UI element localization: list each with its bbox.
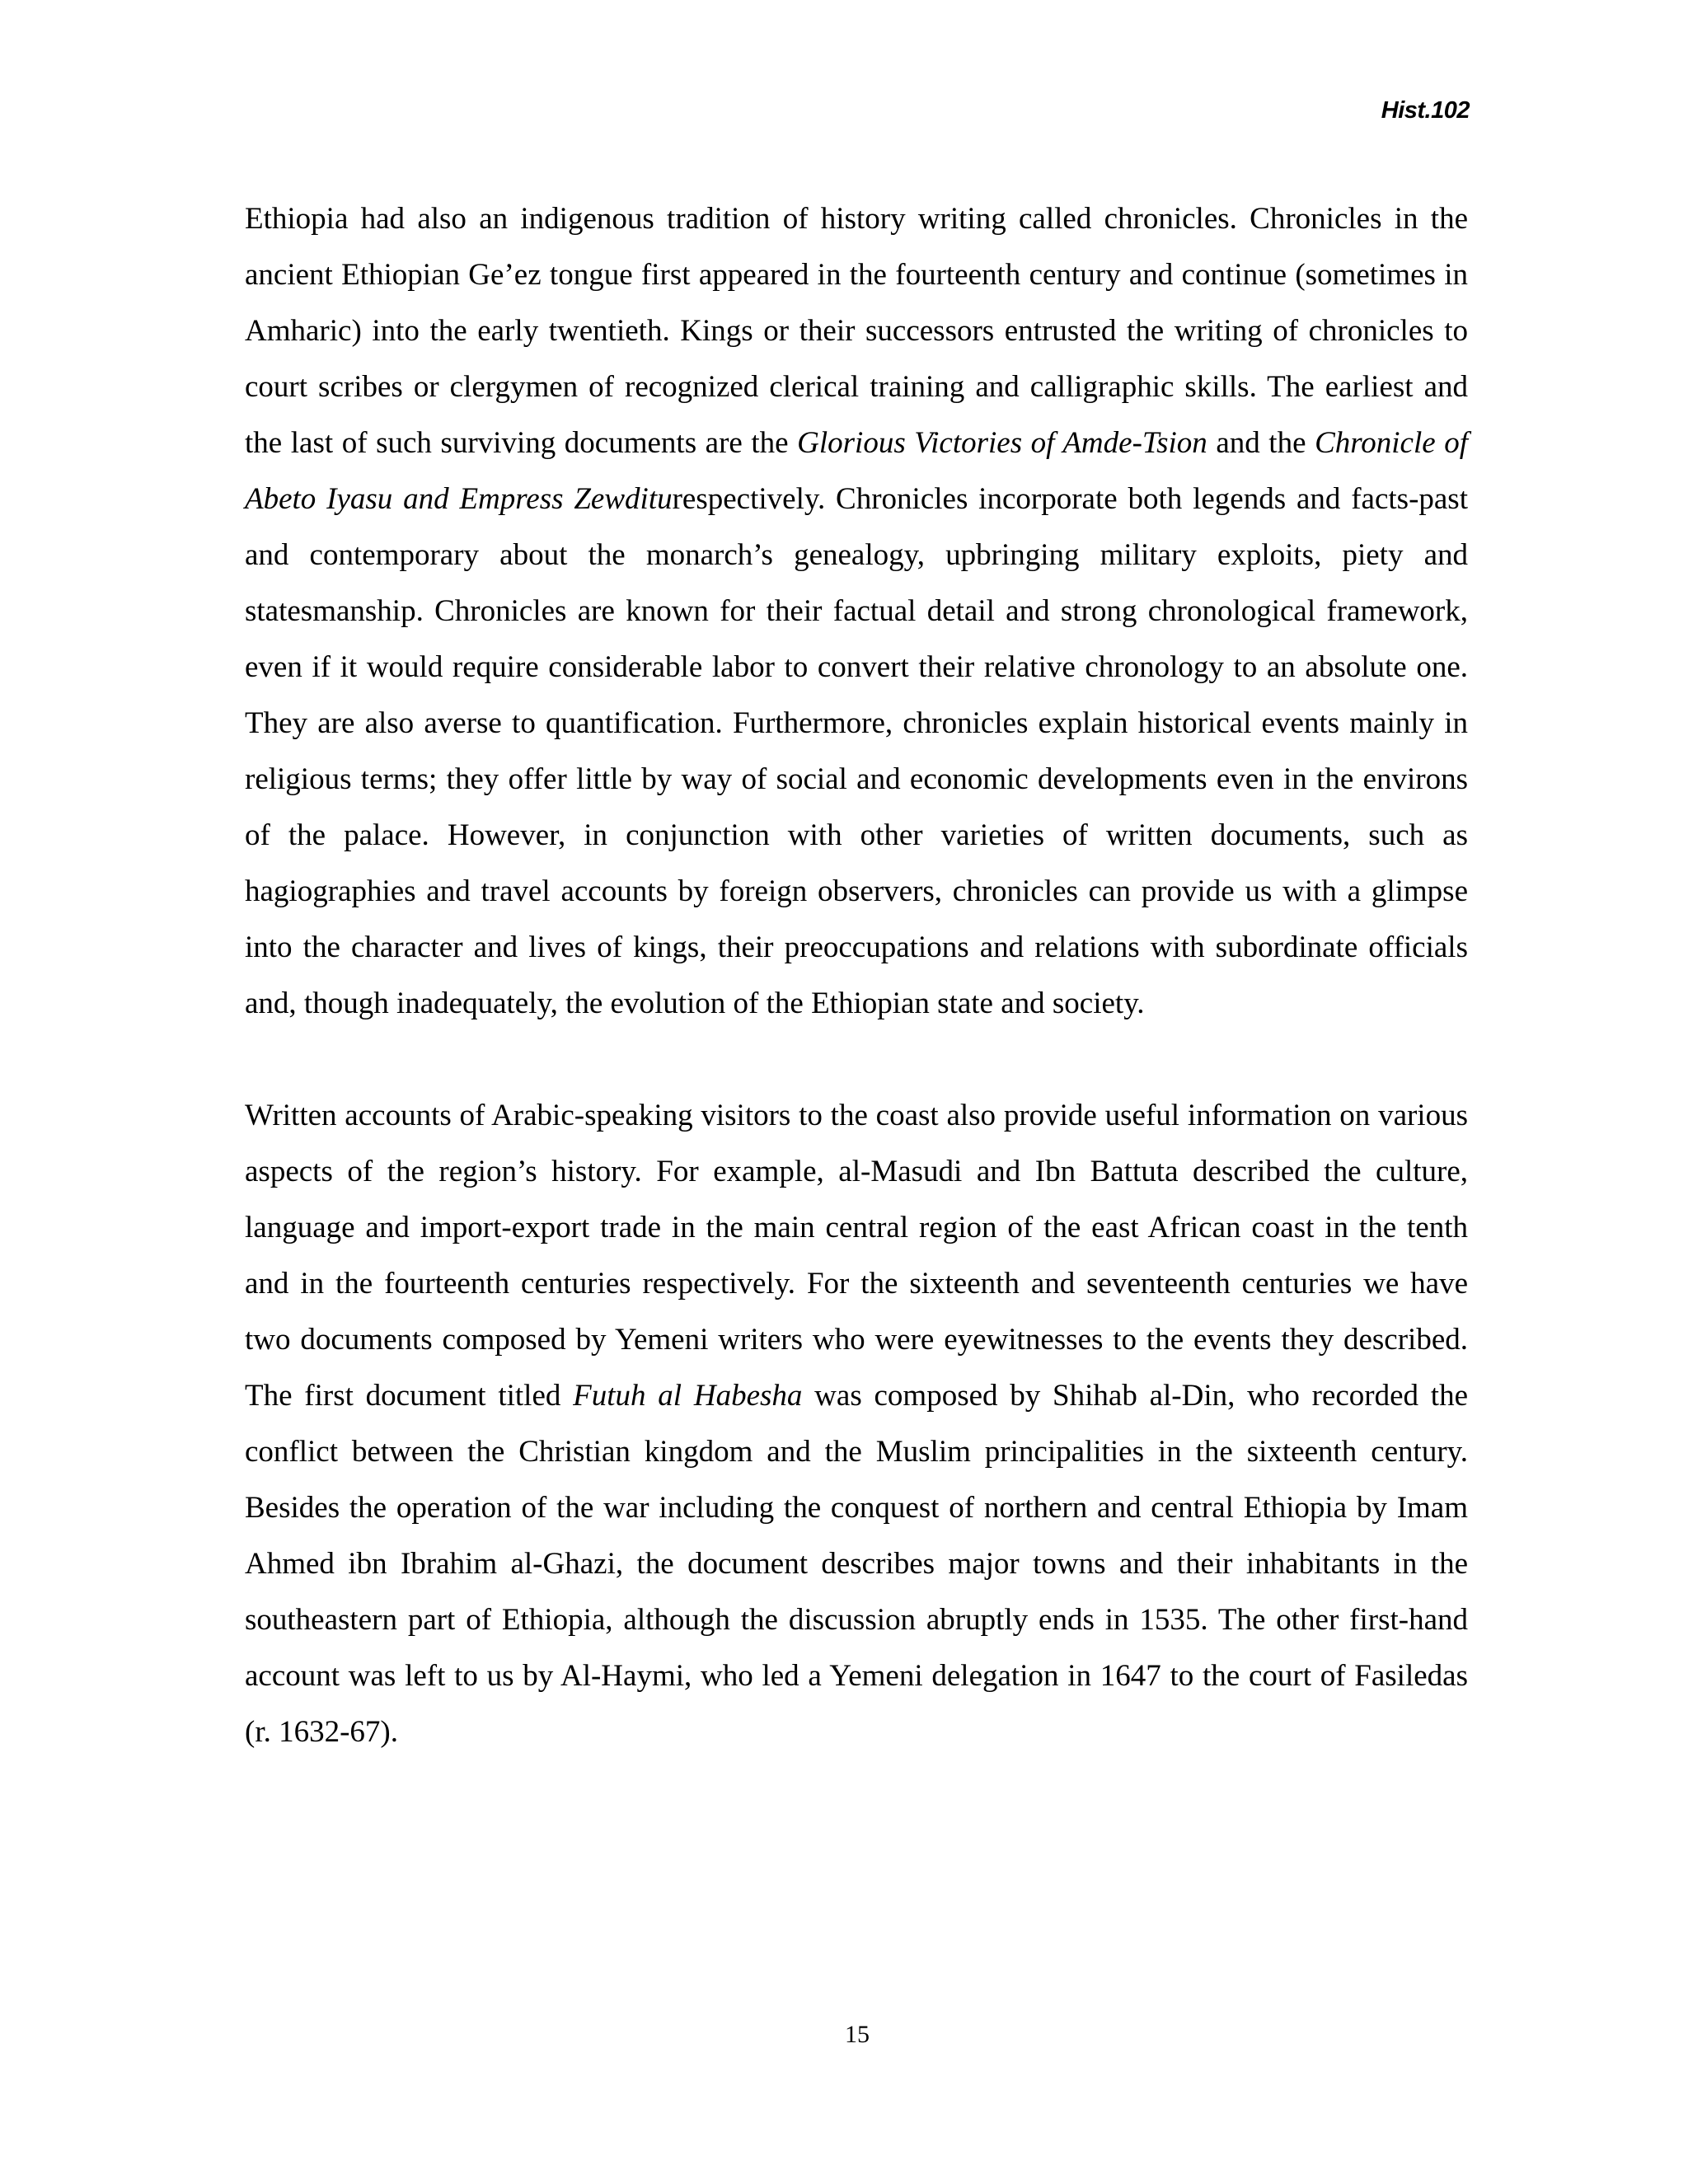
italic-title: Glorious Victories of Amde-Tsion (797, 426, 1207, 460)
italic-title: Chronicle of Abeto Iyasu and Empress Zewditu (245, 426, 1469, 516)
paragraph-text: and the (1207, 426, 1315, 460)
paragraph-text: was composed by Shihab al-Din, who recorded the conflict between the Christian kingdom and the Muslim principalities in the sixteenth century. Besides the operation of the war including the conquest of northern and central Ethiopia by Imam Ahmed ibn Ibrahim al-Ghazi, the document describes major towns and their inhabitants in the southeastern part of Ethiopia, although the discussion abruptly ends in 1535. The other first-hand account was left to us by Al-Haymi, who led a Yemeni delegation in 1647 to the court of Fasiledas (r. 1632-67). (245, 1379, 1469, 1749)
paragraph-text: Ethiopia had also an indigenous tradition of history writing called chronicles. Chronicles in the ancient Ethiopian Ge’ez tongue first appeared in the fourteenth century and continue (sometimes in Amharic) into the early twentieth. Kings or their successors entrusted the writing of chronicles to court scribes or clergymen of recognized clerical training and calligraphic skills. The earliest and the last of such surviving documents are the (245, 202, 1468, 460)
document-body (245, 191, 1468, 1760)
paragraph-chronicles (245, 191, 1468, 1032)
page-number: 15 (845, 2021, 870, 2048)
italic-title: Futuh al Habesha (573, 1379, 803, 1413)
paragraph-text: respectively. Chronicles incorporate both legends and facts-past and contemporary about the monarch’s genealogy, upbringing military exploits, piety and statesmanship. Chronicles are known for their factual detail and strong chronological framework, even if it would require considerable labor to convert their relative chronology to an absolute one. They are also averse to quantification. Furthermore, chronicles explain historical events mainly in religious terms; they offer little by way of social and economic developments even in the environs of the palace. However, in conjunction with other varieties of written documents, such as hagiographies and travel accounts by foreign observers, chronicles can provide us with a glimpse into the character and lives of kings, their preoccupations and relations with subordinate officials and, though inadequately, the evolution of the Ethiopian state and society. (245, 482, 1468, 1020)
page-header-course-code: Hist.102 (1381, 97, 1470, 124)
paragraph-text: Written accounts of Arabic-speaking visitors to the coast also provide useful information on various aspects of the region’s history. For example, al-Masudi and Ibn Battuta described the culture, language and import-export trade in the main central region of the east African coast in the tenth and in the fourteenth centuries respectively. For the sixteenth and seventeenth centuries we have two documents composed by Yemeni writers who were eyewitnesses to the events they described. The first document titled (245, 1099, 1468, 1413)
paragraph-arabic-accounts (245, 1088, 1468, 1760)
